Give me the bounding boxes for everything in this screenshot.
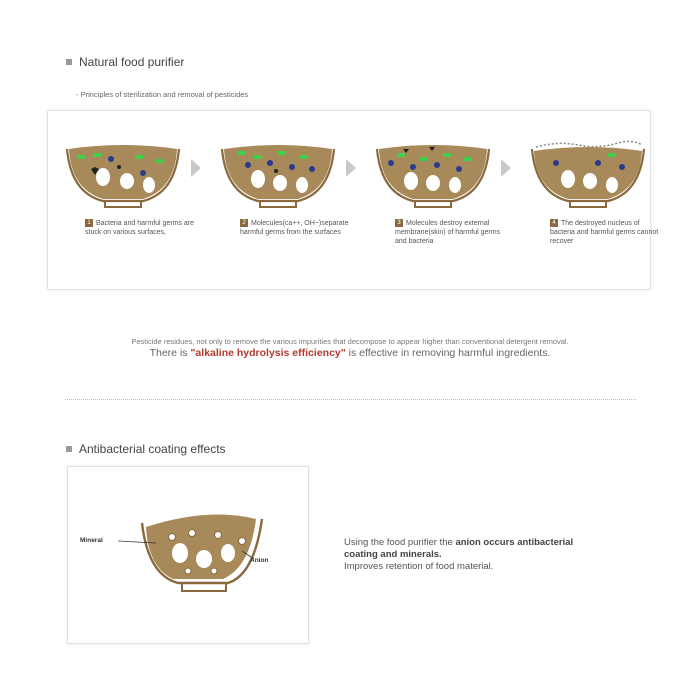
coating-text-bold: anion occurs antibacterial coating and minerals. [344,537,574,560]
coating-text-line2: Improves retention of food material. [344,561,494,572]
bowl-icon [63,139,183,211]
bullet-square-icon [66,446,72,452]
step-1-number: 1 [85,219,93,227]
bowl-icon [528,139,648,211]
mineral-label: Mineral [80,537,103,544]
arrow-right-icon [191,159,201,177]
coating-description [344,537,574,573]
step-1-caption [85,219,200,237]
step-3-caption [395,219,510,246]
coating-text-pre: Using the food purifier the [344,537,456,548]
step-3 [373,139,501,245]
step-1 [63,139,195,236]
note-line-1: Pesticide residues, not only to remove the various impurities that decompose to appear higher than conventional detergent removal. [131,337,569,346]
step-3-text: Molecules destroy external membrane(skin) of harmful germs and bacteria [395,220,501,245]
steps-panel [47,110,659,290]
step-2 [218,139,349,236]
section-title-coating-text: Antibacterial coating effects [79,442,226,456]
section-title-purifier [66,55,184,69]
step-4-number: 4 [550,219,558,227]
bullet-square-icon [66,59,72,65]
step-4 [528,139,659,245]
step-2-number: 2 [240,219,248,227]
step-3-number: 3 [395,219,403,227]
step-4-caption [550,219,665,246]
arrow-right-icon [501,159,511,177]
divider [65,399,636,400]
coating-bowl-icon [68,467,310,645]
section-title-purifier-text: Natural food purifier [79,55,185,69]
arrow-right-icon [346,159,356,177]
note-line-2-post: is effective in removing harmful ingredients. [345,347,551,359]
section-subtitle: - Principles of sterilization and removal of pesticides [76,90,249,99]
bowl-icon [218,139,338,211]
section-title-coating [66,442,226,456]
step-4-text: The destroyed nucleus of bacteria and harmful germs cannot recover [550,220,659,245]
note-line-2-pre: There is [149,347,191,359]
step-2-caption [240,219,355,237]
bowl-icon [373,139,493,211]
note-line-2 [0,347,700,359]
step-2-text: Molecules(ca++, OH−)separate harmful germs from the surfaces [240,220,349,236]
step-1-text: Bacteria and harmful germs are stuck on various surfaces, [85,220,195,236]
anion-label: Anion [250,557,269,564]
coating-panel [67,466,309,644]
note-highlight: "alkaline hydrolysis efficiency" [190,347,346,359]
